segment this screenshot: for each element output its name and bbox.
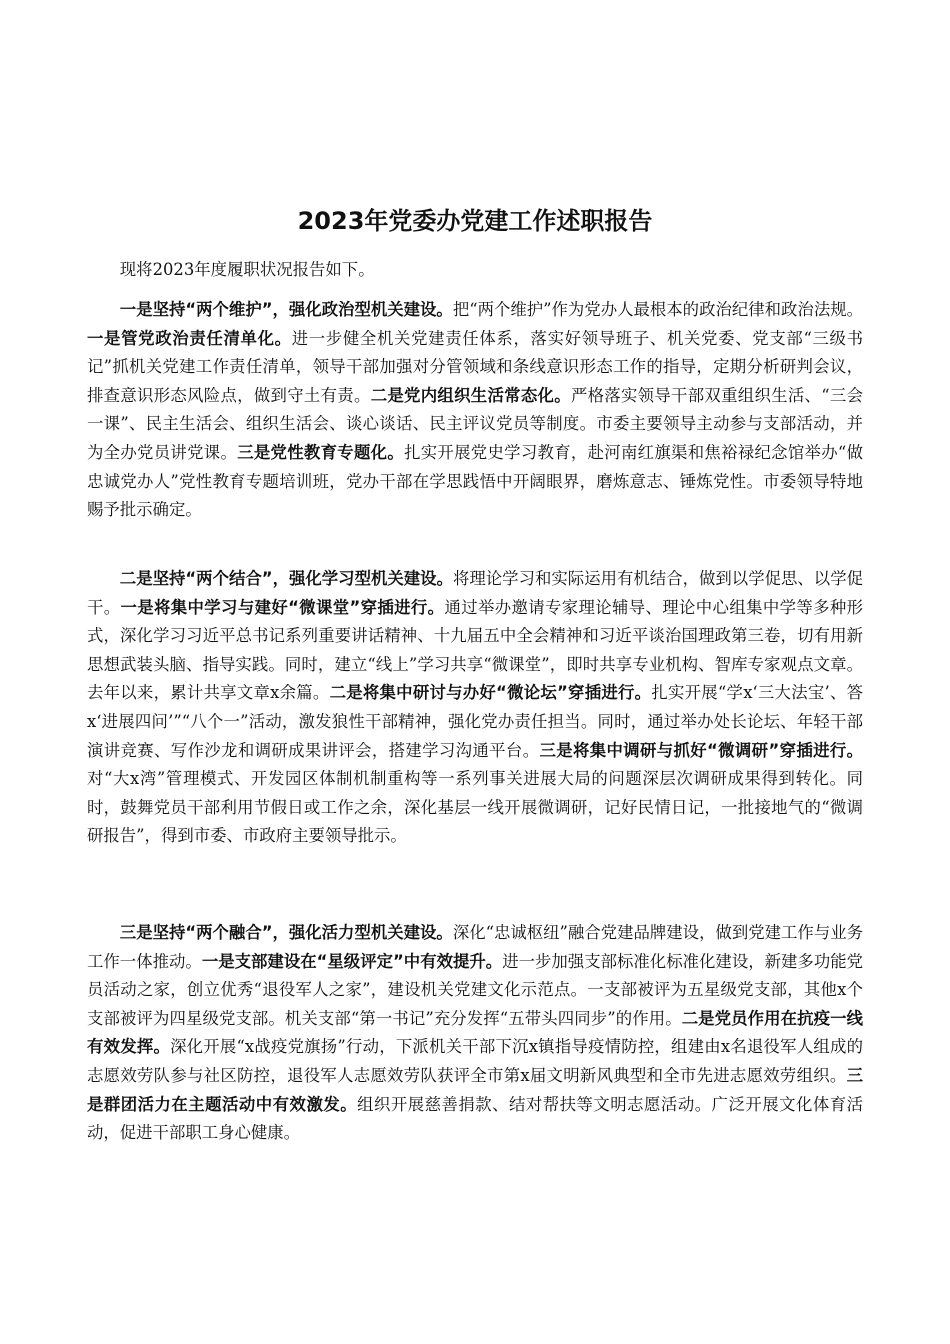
p1-text-2: 进一步健全机关党建责任体系，落实好领导班子、机关党委、党支部“三级书记”抓机关党建工作责任清单，领导干部加强对分管领域和条线意识形态工作的指导，定期分析研判会议，排查意识形态风险点，做到守土有责。 (87, 328, 863, 405)
paragraph-1 (87, 296, 863, 525)
p3-text-1: 深化“忠诚枢纽”融合党建品牌建设，做到党建工作与业务工作一体推动。 (87, 923, 863, 971)
p2-sub-heading-3: 三是将集中调研与抓好“微调研”穿插进行。 (539, 740, 863, 760)
p3-sub-heading-1: 一是支部建设在“星级评定”中有效提升。 (201, 951, 503, 971)
p2-text-3: 扎实开展“学x‘三大法宝’、答x‘进展四问’”“八个一”活动，激发狼性干部精神，强化党办责任担当。同时，通过举办处长论坛、年轻干部演讲竞赛、写作沙龙和调研成果讲评会，搭建学习沟通平台。 (87, 683, 863, 760)
p3-text-3: 深化开展“x战疫党旗扬”行动，下派机关干部下沉x镇指导疫情防控，组建由x名退役军人组成的志愿效劳队参与社区防控，退役军人志愿效劳队获评全市第x届文明新风典型和全市先进志愿效劳组织。 (87, 1037, 864, 1085)
p1-text-3: 严格落实领导干部双重组织生活、“三会一课”、民主生活会、组织生活会、谈心谈话、民主评议党员等制度。市委主要领导主动参与支部活动，并为全办党员讲党课。 (87, 385, 863, 462)
p2-sub-heading-1: 一是将集中学习与建好“微课堂”穿插进行。 (120, 597, 445, 617)
p3-heading: 三是坚持“两个融合”，强化活力型机关建设。 (119, 923, 453, 942)
p1-sub-heading-3: 三是党性教育专题化。 (237, 442, 405, 462)
p2-text-4: 对“大x湾”管理模式、开发园区体制机制重构等一系列事关进展大局的问题深层次调研成果得到转化。同时，鼓舞党员干部利用节假日或工作之余，深化基层一线开展微调研，记好民情日记，一批接地气的“微调研报告”，得到市委、市政府主要领导批示。 (87, 769, 863, 846)
intro-paragraph: 现将2023年度履职状况报告如下。 (119, 260, 375, 279)
document-title: 2023年党委办党建工作述职报告 (297, 207, 653, 235)
p1-sub-heading-2: 二是党内组织生活常态化。 (370, 385, 571, 405)
p2-heading: 二是坚持“两个结合”，强化学习型机关建设。 (119, 569, 453, 588)
p3-text-2: 进一步加强支部标准化标准化建设，新建多功能党员活动之家，创立优秀“退役军人之家”，建设机关党建文化示范点。一支部被评为五星级党支部，其他x个支部被评为四星级党支部。机关支部“第一书记”充分发挥“五带头四同步”的作用。 (87, 951, 864, 1028)
paragraph-2 (87, 565, 863, 851)
p3-sub-heading-2: 二是党员作用在抗疫一线有效发挥。 (87, 1008, 864, 1057)
p3-text-4: 组织开展慈善捐款、结对帮扶等文明志愿活动。广泛开展文化体育活动，促进干部职工身心健康。 (87, 1094, 864, 1143)
p2-text-1: 将理论学习和实际运用有机结合，做到以学促思、以学促干。 (87, 569, 863, 617)
p1-heading: 一是坚持“两个维护”，强化政治型机关建设。 (119, 300, 453, 319)
p1-text-1: 把“两个维护”作为党办人最根本的政治纪律和政治法规。 (452, 300, 863, 319)
p3-sub-heading-3: 三是群团活力在主题活动中有效激发。 (87, 1065, 863, 1114)
p1-sub-heading-1: 一是管党政治责任清单化。 (87, 328, 292, 348)
p2-text-2: 通过举办邀请专家理论辅导、理论中心组集中学等多种形式，深化学习习近平总书记系列重要讲话精神、十九届五中全会精神和习近平谈治国理政第三卷，切有用新思想武装头脑、指导实践。同时，建立“线上”学习共享“微课堂”，即时共享专业机构、智库专家观点文章。去年以来，累计共享文章x余篇。 (87, 597, 864, 703)
paragraph-3 (87, 919, 863, 1148)
p2-sub-heading-2: 二是将集中研讨与办好“微论坛”穿插进行。 (329, 683, 652, 703)
p1-text-4: 扎实开展党史学习教育，赴河南红旗渠和焦裕禄纪念馆举办“做忠诚党办人”党性教育专题培训班，党办干部在学思践悟中开阔眼界，磨炼意志、锤炼党性。市委领导特地赐予批示确定。 (87, 442, 863, 520)
